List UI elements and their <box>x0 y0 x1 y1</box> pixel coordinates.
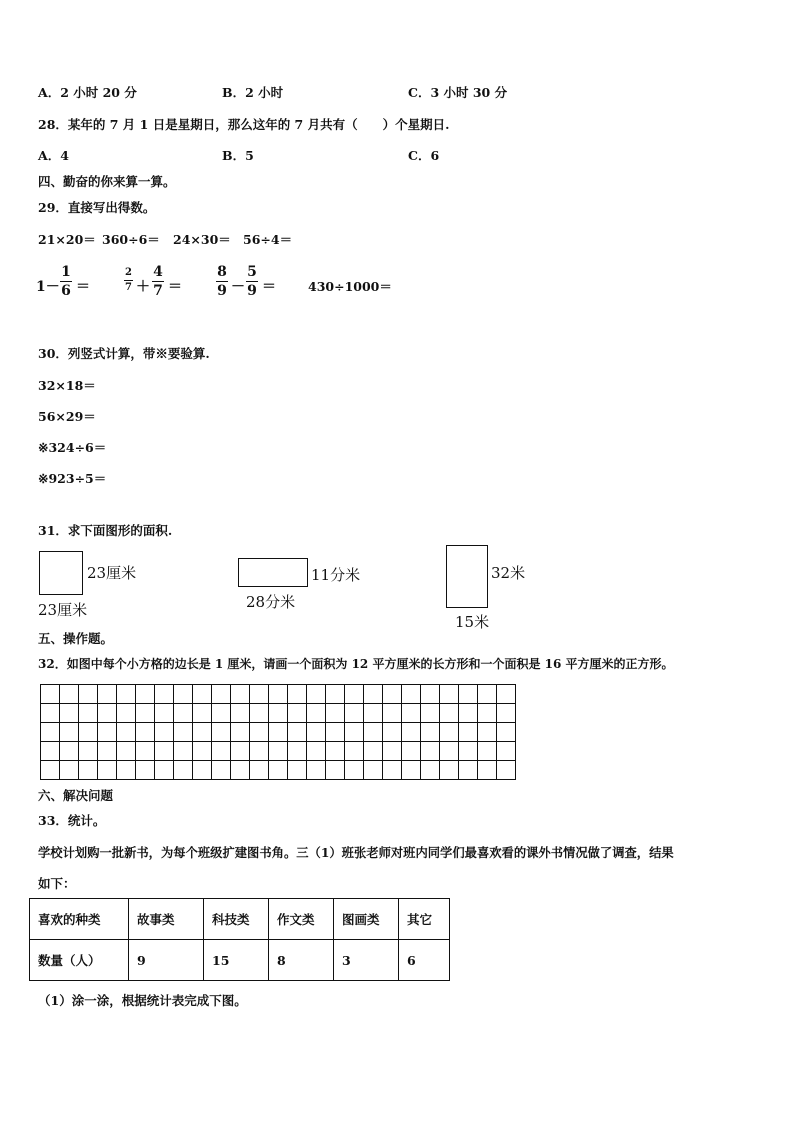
numerator: 8 <box>217 264 227 280</box>
grid-cell[interactable] <box>193 742 212 761</box>
q29-frac-expr-2-tail: ＝ <box>168 279 182 295</box>
denominator: 9 <box>217 283 227 299</box>
grid-cell[interactable] <box>79 761 98 780</box>
q29-calc-4: 56÷4＝ <box>243 232 293 247</box>
grid-cell[interactable] <box>250 704 269 723</box>
grid-cell[interactable] <box>41 761 60 780</box>
section-4-title: 四、勤奋的你来算一算。 <box>38 174 176 189</box>
square-bottom-label: 23厘米 <box>38 601 88 619</box>
grid-cell[interactable] <box>60 742 79 761</box>
grid-cell[interactable] <box>136 742 155 761</box>
grid-cell[interactable] <box>136 704 155 723</box>
grid-cell[interactable] <box>136 723 155 742</box>
rectangle-wide-side-label: 11分米 <box>311 566 361 584</box>
grid-cell[interactable] <box>269 761 288 780</box>
rectangle-shape-wide <box>238 558 308 587</box>
statistics-table <box>29 898 450 981</box>
q27-option-a: A．2 小时 20 分 <box>38 85 137 100</box>
grid-cell[interactable] <box>79 742 98 761</box>
grid-cell[interactable] <box>478 704 497 723</box>
q29-calc-3: 24×30＝ <box>173 232 231 247</box>
grid-cell[interactable] <box>174 704 193 723</box>
grid-cell[interactable] <box>60 723 79 742</box>
q28-option-a: A．4 <box>38 148 69 163</box>
grid-cell[interactable] <box>345 761 364 780</box>
grid-row <box>41 704 516 723</box>
grid-cell[interactable] <box>212 761 231 780</box>
table-header-cell: 科技类 <box>204 899 269 940</box>
square-grid[interactable] <box>40 684 516 780</box>
table-header-cell: 图画类 <box>334 899 399 940</box>
rectangle-tall-bottom-label: 15米 <box>455 613 490 631</box>
grid-cell[interactable] <box>288 685 307 704</box>
grid-cell[interactable] <box>421 704 440 723</box>
numerator: 5 <box>247 264 257 280</box>
grid-cell[interactable] <box>155 761 174 780</box>
grid-row <box>41 742 516 761</box>
q29-frac-expr-1-tail: ＝ <box>76 279 90 295</box>
q33-paragraph-line-2: 如下： <box>38 876 76 891</box>
grid-cell[interactable] <box>345 685 364 704</box>
q29-frac-expr-1-lead: 1－ <box>36 279 60 295</box>
grid-cell[interactable] <box>288 742 307 761</box>
grid-cell[interactable] <box>212 704 231 723</box>
grid-cell[interactable] <box>307 723 326 742</box>
table-cell: 9 <box>129 940 204 981</box>
grid-cell[interactable] <box>250 742 269 761</box>
grid-cell[interactable] <box>250 761 269 780</box>
grid-cell[interactable] <box>478 685 497 704</box>
table-header-cell: 喜欢的种类 <box>30 899 129 940</box>
grid-cell[interactable] <box>41 704 60 723</box>
grid-cell[interactable] <box>136 761 155 780</box>
grid-cell[interactable] <box>193 704 212 723</box>
grid-cell[interactable] <box>440 761 459 780</box>
grid-cell[interactable] <box>269 685 288 704</box>
grid-cell[interactable] <box>98 723 117 742</box>
grid-cell[interactable] <box>250 685 269 704</box>
grid-cell[interactable] <box>459 723 478 742</box>
grid-cell[interactable] <box>136 685 155 704</box>
denominator: 6 <box>61 283 71 299</box>
q28-text: 28．某年的 7 月 1 日是星期日，那么这年的 7 月共有（ ）个星期日. <box>38 117 450 132</box>
grid-cell[interactable] <box>440 685 459 704</box>
rectangle-wide-bottom-label: 28分米 <box>246 593 296 611</box>
q29-calc-2: 360÷6＝ <box>102 232 160 247</box>
grid-cell[interactable] <box>117 723 136 742</box>
denominator: 7 <box>153 283 163 299</box>
numerator: 1 <box>61 264 71 280</box>
grid-cell[interactable] <box>383 761 402 780</box>
grid-cell[interactable] <box>288 704 307 723</box>
q29-calc-decimal: 430÷1000＝ <box>308 279 392 294</box>
grid-cell[interactable] <box>155 723 174 742</box>
denominator: 7 <box>125 282 132 293</box>
grid-cell[interactable] <box>269 742 288 761</box>
grid-cell[interactable] <box>60 704 79 723</box>
table-cell: 3 <box>334 940 399 981</box>
fraction-bar <box>216 281 228 282</box>
grid-cell[interactable] <box>497 761 516 780</box>
grid-cell[interactable] <box>459 704 478 723</box>
q29-frac-expr-3-operator: － <box>231 279 245 295</box>
grid-cell[interactable] <box>117 704 136 723</box>
grid-cell[interactable] <box>459 742 478 761</box>
grid-cell[interactable] <box>478 723 497 742</box>
grid-cell[interactable] <box>421 742 440 761</box>
q27-option-b: B．2 小时 <box>222 85 284 100</box>
grid-cell[interactable] <box>269 723 288 742</box>
grid-cell[interactable] <box>231 761 250 780</box>
grid-cell[interactable] <box>421 761 440 780</box>
q30-text: 30．列竖式计算，带※要验算. <box>38 346 210 361</box>
grid-row <box>41 723 516 742</box>
grid-cell[interactable] <box>402 761 421 780</box>
q28-option-c: C．6 <box>408 148 440 163</box>
grid-cell[interactable] <box>174 742 193 761</box>
grid-row <box>41 685 516 704</box>
grid-cell[interactable] <box>497 742 516 761</box>
grid-cell[interactable] <box>421 685 440 704</box>
q27-option-c: C．3 小时 30 分 <box>408 85 508 100</box>
square-shape <box>39 551 83 595</box>
q29-frac-expr-3-fraction-b <box>246 265 258 298</box>
grid-cell[interactable] <box>307 742 326 761</box>
grid-cell[interactable] <box>231 742 250 761</box>
q33-text: 33．统计。 <box>38 813 106 828</box>
grid-cell[interactable] <box>402 742 421 761</box>
grid-cell[interactable] <box>117 742 136 761</box>
grid-cell[interactable] <box>41 723 60 742</box>
q31-text: 31．求下面图形的面积. <box>38 523 173 538</box>
grid-cell[interactable] <box>440 704 459 723</box>
grid-cell[interactable] <box>117 685 136 704</box>
grid-cell[interactable] <box>326 685 345 704</box>
grid-cell[interactable] <box>79 685 98 704</box>
grid-cell[interactable] <box>402 723 421 742</box>
table-header-cell: 故事类 <box>129 899 204 940</box>
grid-cell[interactable] <box>345 723 364 742</box>
rectangle-shape-tall <box>446 545 488 608</box>
grid-cell[interactable] <box>98 761 117 780</box>
table-header-cell: 作文类 <box>269 899 334 940</box>
grid-cell[interactable] <box>155 704 174 723</box>
grid-cell[interactable] <box>174 723 193 742</box>
table-cell: 8 <box>269 940 334 981</box>
grid-cell[interactable] <box>155 685 174 704</box>
grid-cell[interactable] <box>231 685 250 704</box>
grid-cell[interactable] <box>174 761 193 780</box>
grid-cell[interactable] <box>307 685 326 704</box>
grid-cell[interactable] <box>41 742 60 761</box>
grid-cell[interactable] <box>98 685 117 704</box>
grid-cell[interactable] <box>79 704 98 723</box>
grid-cell[interactable] <box>231 723 250 742</box>
grid-cell[interactable] <box>383 704 402 723</box>
table-cell: 数量（人） <box>30 940 129 981</box>
grid-cell[interactable] <box>326 723 345 742</box>
q29-text: 29．直接写出得数。 <box>38 200 156 215</box>
grid-cell[interactable] <box>269 704 288 723</box>
grid-cell[interactable] <box>497 685 516 704</box>
grid-cell[interactable] <box>212 723 231 742</box>
grid-cell[interactable] <box>383 685 402 704</box>
grid-cell[interactable] <box>402 685 421 704</box>
q29-calc-1: 21×20＝ <box>38 232 96 247</box>
fraction-bar <box>246 281 258 282</box>
fraction-bar <box>124 280 133 281</box>
grid-cell[interactable] <box>459 761 478 780</box>
grid-cell[interactable] <box>231 704 250 723</box>
grid-cell[interactable] <box>364 761 383 780</box>
q30-item-2: 56×29＝ <box>38 409 96 424</box>
grid-cell[interactable] <box>326 761 345 780</box>
grid-cell[interactable] <box>193 723 212 742</box>
numerator: 4 <box>153 264 163 280</box>
grid-cell[interactable] <box>326 742 345 761</box>
grid-cell[interactable] <box>364 742 383 761</box>
q30-item-4: ※923÷5＝ <box>38 471 107 486</box>
grid-cell[interactable] <box>60 761 79 780</box>
grid-cell[interactable] <box>155 742 174 761</box>
q30-item-3: ※324÷6＝ <box>38 440 107 455</box>
grid-cell[interactable] <box>250 723 269 742</box>
table-row <box>30 940 450 981</box>
grid-cell[interactable] <box>193 761 212 780</box>
q29-frac-expr-3-fraction-a <box>216 265 228 298</box>
table-header-row <box>30 899 450 940</box>
grid-row <box>41 761 516 780</box>
grid-cell[interactable] <box>497 723 516 742</box>
grid-cell[interactable] <box>478 742 497 761</box>
grid-cell[interactable] <box>345 704 364 723</box>
grid-cell[interactable] <box>364 704 383 723</box>
grid-cell[interactable] <box>98 704 117 723</box>
grid-cell[interactable] <box>212 685 231 704</box>
fraction-bar <box>152 281 164 282</box>
fraction-bar <box>60 281 72 282</box>
grid-cell[interactable] <box>60 685 79 704</box>
grid-cell[interactable] <box>288 723 307 742</box>
grid-cell[interactable] <box>383 742 402 761</box>
square-side-label: 23厘米 <box>87 564 137 582</box>
q30-item-1: 32×18＝ <box>38 378 96 393</box>
grid-cell[interactable] <box>440 723 459 742</box>
grid-cell[interactable] <box>193 685 212 704</box>
grid-cell[interactable] <box>307 704 326 723</box>
grid-cell[interactable] <box>402 704 421 723</box>
grid-cell[interactable] <box>98 742 117 761</box>
grid-cell[interactable] <box>288 761 307 780</box>
grid-cell[interactable] <box>41 685 60 704</box>
denominator: 9 <box>247 283 257 299</box>
section-6-title: 六、解决问题 <box>38 788 114 803</box>
grid-cell[interactable] <box>307 761 326 780</box>
table-cell: 15 <box>204 940 269 981</box>
grid-cell[interactable] <box>364 723 383 742</box>
q29-frac-expr-2-fraction-b <box>152 265 164 298</box>
grid-cell[interactable] <box>421 723 440 742</box>
grid-cell[interactable] <box>497 704 516 723</box>
grid-cell[interactable] <box>79 723 98 742</box>
q29-frac-expr-3-tail: ＝ <box>262 279 276 295</box>
rectangle-tall-side-label: 32米 <box>491 564 526 582</box>
grid-cell[interactable] <box>326 704 345 723</box>
grid-cell[interactable] <box>459 685 478 704</box>
q29-frac-expr-2-operator: ＋ <box>136 279 150 295</box>
grid-cell[interactable] <box>345 742 364 761</box>
q29-frac-expr-2-fraction-a <box>124 268 133 293</box>
grid-cell[interactable] <box>212 742 231 761</box>
q33-sub-question-1: （1）涂一涂，根据统计表完成下图。 <box>38 993 247 1008</box>
q28-option-b: B．5 <box>222 148 254 163</box>
grid-cell[interactable] <box>383 723 402 742</box>
grid-cell[interactable] <box>174 685 193 704</box>
q29-frac-expr-1-fraction <box>60 265 72 298</box>
grid-cell[interactable] <box>440 742 459 761</box>
grid-cell[interactable] <box>478 761 497 780</box>
numerator: 2 <box>125 267 132 278</box>
grid-cell[interactable] <box>117 761 136 780</box>
q32-text: 32．如图中每个小方格的边长是 1 厘米，请画一个面积为 12 平方厘米的长方形和一个面积是 16 平方厘米的正方形。 <box>38 657 674 671</box>
grid-cell[interactable] <box>364 685 383 704</box>
q33-paragraph-line-1: 学校计划购一批新书，为每个班级扩建图书角。三（1）班张老师对班内同学们最喜欢看的课外书情况做了调查，结果 <box>38 845 674 860</box>
table-cell: 6 <box>399 940 450 981</box>
table-header-cell: 其它 <box>399 899 450 940</box>
section-5-title: 五、操作题。 <box>38 631 114 646</box>
